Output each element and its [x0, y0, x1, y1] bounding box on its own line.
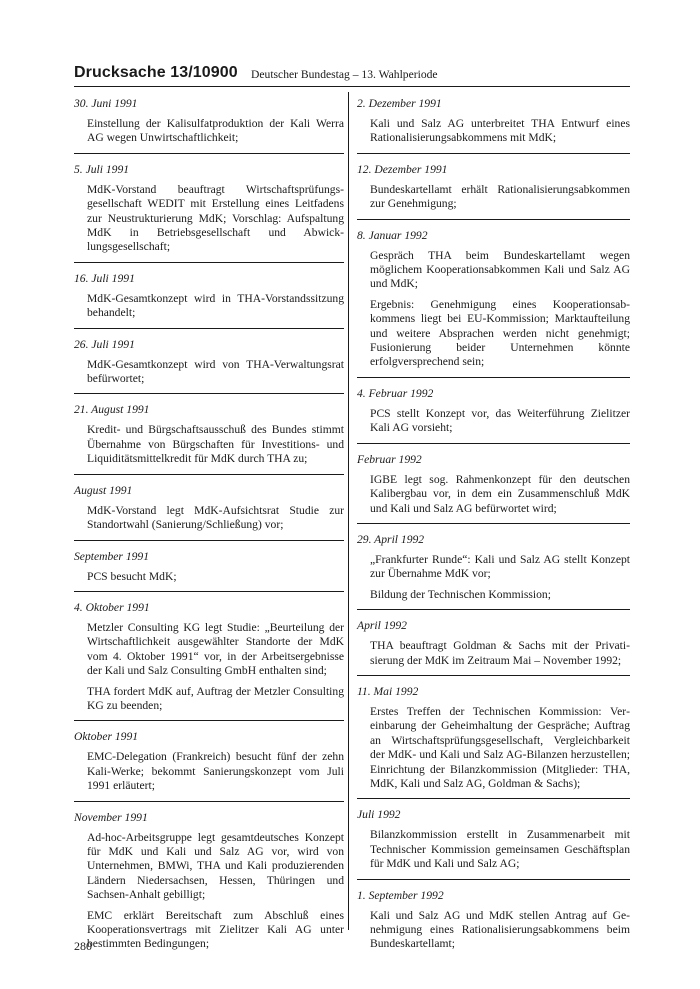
entry-date: November 1991	[74, 810, 148, 824]
entry-date: 5. Juli 1991	[74, 162, 130, 176]
entry-separator	[74, 328, 344, 329]
publication-title: Deutscher Bundestag – 13. Wahlperiode	[251, 68, 438, 81]
entry-text: PCS stellt Konzept vor, das Weiterführung Zielitzer Kali AG vorsieht;	[370, 406, 630, 435]
entry-text: Bildung der Technischen Kommission;	[370, 587, 551, 601]
chronology-entry	[74, 272, 344, 321]
chronology-entry	[74, 97, 344, 146]
running-header	[74, 64, 630, 86]
entry-text: MdK-Gesamtkonzept wird in THA-Vorstandssitzung behandelt;	[87, 291, 344, 320]
chronology-entry	[74, 730, 344, 793]
right-column	[357, 97, 630, 958]
entry-text: Bundeskartellamt erhält Rationalisierungsabkommen zur Genehmigung;	[370, 182, 630, 211]
entry-text: Kali und Salz AG und MdK stellen Antrag auf Genehmigung eines Rationalisierungsabkommens beim Bundeskartellamt;	[370, 908, 630, 951]
chronology-entry	[74, 163, 344, 255]
entry-text: Ad-hoc-Arbeitsgruppe legt gesamtdeutsches Konzept für MdK und Kali und Salz AG vor, wird von Unternehmen, BMWi, THA und Kali produzierenden Ländern Niedersachsen, Hessen, Thüringen und Sachsen-Anhalt gebilligt;	[87, 830, 344, 902]
entry-date: September 1991	[74, 549, 150, 563]
entry-date: 12. Dezember 1991	[357, 162, 448, 176]
entry-date: 1. September 1992	[357, 888, 444, 902]
entry-date: 4. Februar 1992	[357, 386, 434, 400]
chronology-entry	[357, 889, 630, 952]
entry-separator	[357, 879, 630, 880]
entry-text: THA fordert MdK auf, Auftrag der Metzler Consulting KG zu beenden;	[87, 684, 344, 712]
left-column	[74, 97, 344, 958]
chronology-entry	[357, 453, 630, 516]
entry-date: 8. Januar 1992	[357, 228, 428, 242]
entry-date: 4. Oktober 1991	[74, 600, 150, 614]
entry-date: 11. Mai 1992	[357, 684, 419, 698]
entry-text: Einstellung der Kalisulfatproduktion der Kali Werra AG wegen Unwirtschaftlichkeit;	[87, 117, 344, 145]
chronology-entry	[357, 808, 630, 871]
entry-separator	[357, 443, 630, 444]
entry-separator	[357, 609, 630, 610]
entry-separator	[357, 798, 630, 799]
entry-text: „Frankfurter Runde“: Kali und Salz AG stellt Konzept zur Übernahme MdK vor;	[370, 552, 630, 581]
chronology-entry	[74, 550, 344, 584]
entry-date: Oktober 1991	[74, 730, 139, 744]
chronology-entry	[357, 619, 630, 668]
chronology-entry	[357, 685, 630, 791]
entry-text: MdK-Vorstand beauftragt Wirtschaftsprüfungsgesellschaft WEDIT mit Erstellung eines Leitfadens zur Neustrukturierung MdK; Vorschlag: Aufspaltung MdK in Betriebsgesellschaft und Abwicklungsgesellschaft;	[87, 182, 344, 254]
entry-date: 2. Dezember 1991	[357, 97, 442, 110]
entry-text: Ergebnis: Genehmigung eines Kooperationsabkommens liegt bei EU-Kommission; Marktaufteilung und weitere Absprachen werden nicht genehmigt; Fusionierung beider Unternehmen könnte erfolgversprechend sein;	[370, 297, 630, 369]
header-rule	[74, 86, 630, 87]
entry-text: THA beauftragt Goldman & Sachs mit der Privatisierung der MdK im Zeitraum Mai – November 1992;	[370, 639, 630, 667]
chronology-entry	[74, 601, 344, 713]
entry-date: 21. August 1991	[74, 403, 150, 417]
entry-date: Februar 1992	[357, 452, 422, 466]
entry-separator	[74, 591, 344, 592]
entry-text: PCS besucht MdK;	[87, 569, 177, 583]
chronology-entry	[357, 229, 630, 370]
entry-separator	[357, 675, 630, 676]
entry-text: Gespräch THA beim Bundeskartellamt wegen möglichem Kooperationsabkommen Kali und Salz AG und MdK;	[370, 248, 630, 291]
chronology-entry	[74, 338, 344, 387]
entry-text: MdK-Gesamtkonzept wird von THA-Verwaltungsrat befürwortet;	[87, 357, 344, 386]
chronology-entry	[357, 97, 630, 146]
chronology-entry	[74, 484, 344, 533]
entry-text: EMC erklärt Bereitschaft zum Abschluß eines Kooperationsvertrags mit Zielitzer Kali AG unter bestimmten Bedingungen;	[87, 908, 344, 951]
chronology-entry	[357, 387, 630, 436]
entry-separator	[357, 153, 630, 154]
chronology-entry	[74, 811, 344, 952]
entry-text: Kredit- und Bürgschaftsausschuß des Bundes stimmt Übernahme von Bürgschaften für Investitions- und Liquiditätsmittelkredit für MdK durch THA zu;	[87, 423, 344, 466]
column-divider	[348, 92, 349, 930]
entry-date: 29. April 1992	[357, 532, 425, 546]
entry-text: EMC-Delegation (Frankreich) besucht fünf der zehn Kali-Werke; bekommt Sanierungskonzept vom Juli 1991 erläutert;	[87, 750, 344, 793]
entry-separator	[74, 720, 344, 721]
entry-separator	[74, 474, 344, 475]
entry-text: IGBE legt sog. Rahmenkonzept für den deutschen Kalibergbau vor, in dem ein Zusammenschluß MdK und Kali und Salz AG befürwortet wird;	[370, 472, 630, 515]
chronology-entry	[357, 163, 630, 212]
entry-text: Erstes Treffen der Technischen Kommission: Vereinbarung der Geheimhaltung der Gespräche; Auftrag an Wirtschaftsprüfungsgesellschaft, Vergleichbarkeit der MdK- und Kali und Salz AG-Bilanzen herzustellen; Einrichtung der Bilanzkommission (Mitglieder: THA, MdK, Kali und Salz AG, Goldman & Sachs);	[370, 704, 630, 790]
entry-date: August 1991	[74, 483, 133, 497]
entry-separator	[74, 801, 344, 802]
entry-separator	[357, 523, 630, 524]
entry-date: Juli 1992	[357, 808, 401, 822]
entry-text: MdK-Vorstand legt MdK-Aufsichtsrat Studie zur Standortwahl (Sanierung/Schließung) vor;	[87, 503, 344, 532]
chronology-entry	[357, 533, 630, 602]
entry-text: Kali und Salz AG unterbreitet THA Entwurf eines Rationalisierungsabkommens mit MdK;	[370, 117, 630, 145]
entry-separator	[74, 540, 344, 541]
entry-text: Metzler Consulting KG legt Studie: „Beurteilung der Wirtschaftlichkeit ausgewählter Standorte der MdK vom 4. Oktober 1991“ vor, in der Arbeitsergebnisse der Kali und Salz Consulting GmbH enthalten sind;	[87, 620, 344, 678]
entry-separator	[357, 219, 630, 220]
entry-text: Bilanzkommission erstellt in Zusammenarbeit mit Technischer Kommission gemeinsamen Geschäftsplan für MdK und Kali und Salz AG;	[370, 828, 630, 871]
entry-date: 30. Juni 1991	[74, 97, 138, 110]
page-number: 280	[74, 939, 92, 953]
entry-separator	[74, 153, 344, 154]
entry-date: 26. Juli 1991	[74, 337, 135, 351]
entry-separator	[74, 393, 344, 394]
entry-separator	[357, 377, 630, 378]
chronology-entry	[74, 403, 344, 466]
document-number: Drucksache 13/10900	[74, 64, 238, 81]
entry-date: 16. Juli 1991	[74, 271, 135, 285]
entry-separator	[74, 262, 344, 263]
entry-date: April 1992	[357, 619, 407, 633]
